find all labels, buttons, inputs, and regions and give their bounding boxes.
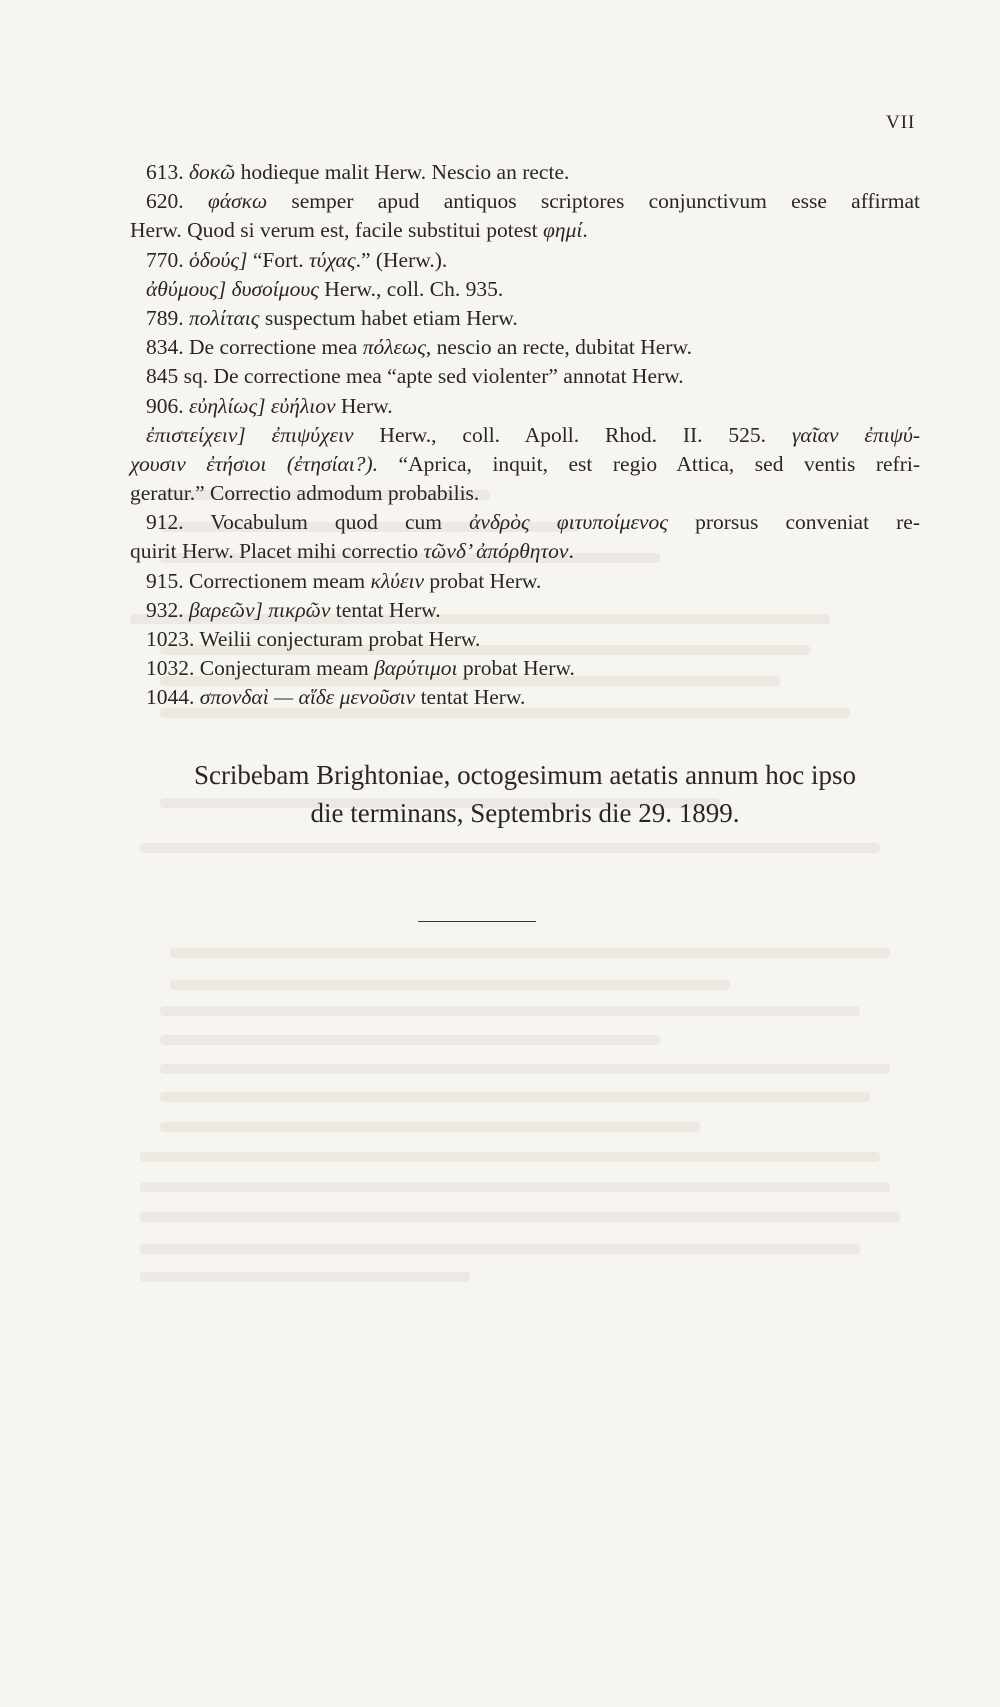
closing-statement [130, 756, 920, 832]
note-906-b-end: geratur.” Correctio admodum probabilis. [130, 481, 480, 506]
note-770: 770. ὁδούς] “Fort. τύχας.” (Herw.). [146, 247, 448, 272]
note-845: 845 sq. De correctione mea “apte sed violenter” annotat Herw. [146, 364, 684, 389]
note-834: 834. De correctione mea πόλεως, nescio an recte, dubitat Herw. [146, 335, 692, 360]
note-620-cont: Herw. Quod si verum est, facile substitui potest φημί. [130, 218, 588, 243]
note-770-b: ἀθύμους] δυσοίμους Herw., coll. Ch. 935. [146, 276, 504, 301]
note-906-b-cont: χουσιν ἐτήσιοι (ἐτησίαι?). “Aprica, inquit, est regio Attica, sed ventis refri- [130, 451, 920, 476]
note-915: 915. Correctionem meam κλύειν probat Herw. [146, 568, 542, 593]
critical-notes [130, 158, 920, 713]
page-number: VII [886, 112, 916, 133]
closing-line-1: Scribebam Brightoniae, octogesimum aetatis annum hoc ipso [193, 760, 857, 790]
note-912: 912. Vocabulum quod cum ἀνδρὸς φιτυποίμενος prorsus conveniat re- [146, 510, 920, 535]
note-1023: 1023. Weilii conjecturam probat Herw. [146, 627, 481, 651]
note-620: 620. φάσκω semper apud antiquos scriptores conjunctivum esse affirmat [146, 189, 920, 214]
note-1032: 1032. Conjecturam meam βαρύτιμοι probat Herw. [146, 656, 575, 681]
note-906: 906. εὐηλίως] εὐήλιον Herw. [146, 393, 393, 418]
note-906-b: ἐπιστείχειν] ἐπιψύχειν Herw., coll. Apoll. Rhod. II. 525. γαῖαν ἐπιψύ- [146, 422, 920, 447]
note-932: 932. βαρεῶν] πικρῶν tentat Herw. [146, 597, 441, 622]
closing-line-2: die terminans, Septembris die 29. 1899. [310, 798, 740, 828]
note-789: 789. πολίταις suspectum habet etiam Herw. [146, 305, 518, 330]
note-912-cont: quirit Herw. Placet mihi correctio τῶνδ’ ἀπόρθητον. [130, 539, 574, 564]
separator-rule [418, 921, 536, 922]
note-613: 613. δοκῶ hodieque malit Herw. Nescio an recte. [146, 160, 570, 184]
note-1044: 1044. σπονδαὶ — αἵδε μενοῦσιν tentat Herw. [146, 685, 526, 710]
